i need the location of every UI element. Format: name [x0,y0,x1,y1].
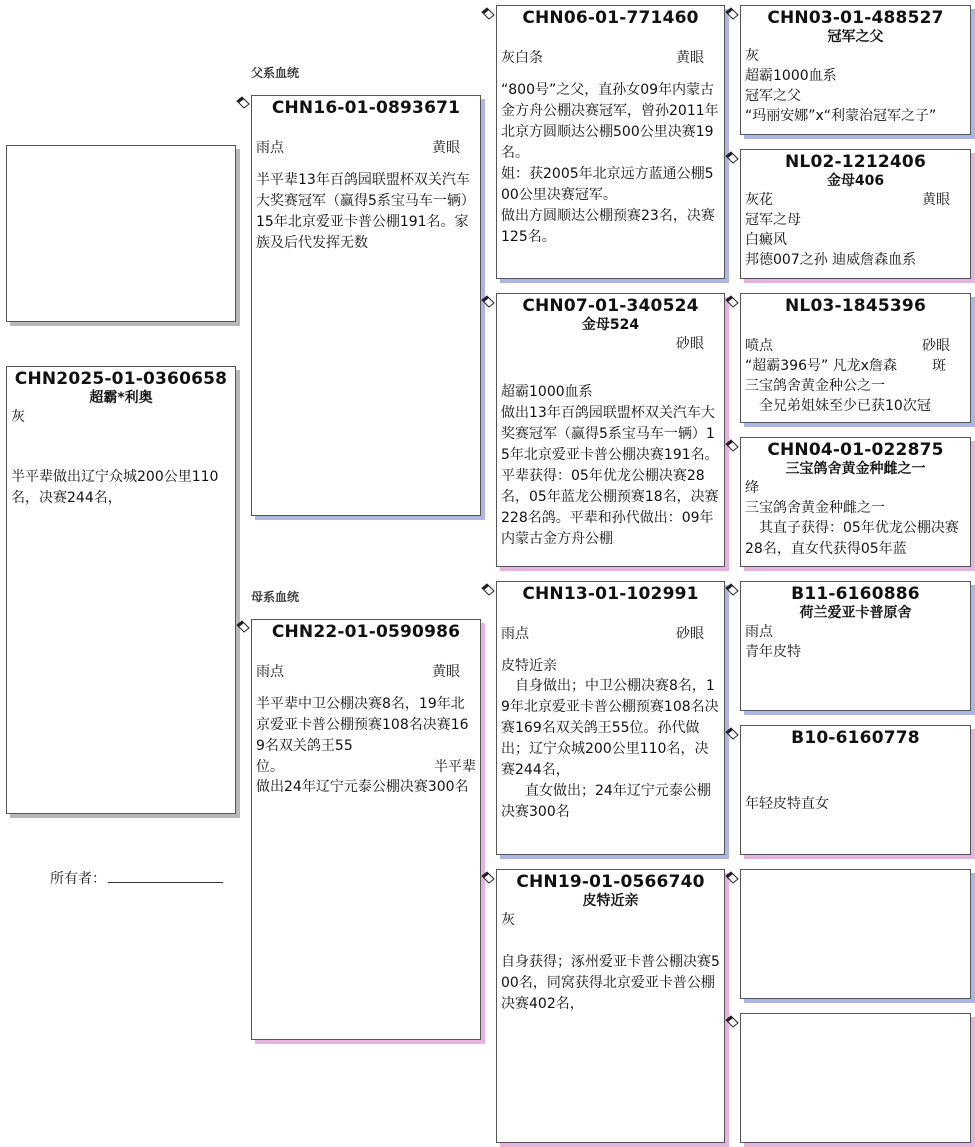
subject-color: 灰 [11,409,25,425]
edit-pencil-icon[interactable] [725,295,739,309]
sdd-line: 绛 [745,480,759,496]
sire-dam-notes: 超霸1000血系 做出13年百鸽园联盟杯双关汽车大奖赛冠军（赢得5系宝马车一辆）15年北京爱亚卡普公棚决赛191名。 平辈获得：05年优龙公棚决赛28名，05年蓝龙公棚预赛18名，决赛228名鸽。平辈和孙代做出：09年内蒙古金方舟公棚 [501,384,719,547]
edit-pencil-icon[interactable] [725,1015,739,1029]
sds-eye: 砂眼 [922,338,950,354]
dam-sire-notes-b: 直女做出；24年辽宁元泰公棚决赛300名 [501,783,711,820]
sss-card[interactable] [740,5,971,135]
edit-pencil-icon[interactable] [481,7,495,21]
edit-pencil-icon[interactable] [481,871,495,885]
sdd-notes: 其直子获得：05年优龙公棚决赛28名，直女代获得05年蓝 [745,520,959,557]
dam-sire-color: 雨点 [501,626,529,642]
sire-dam-card[interactable] [496,293,725,567]
sds-ring-number: NL03-1845396 [785,296,926,316]
ssd-color: 灰花 [745,192,773,208]
sds-line: 三宝鸽舍黄金种公之一 [745,378,885,394]
dam-card[interactable] [251,619,481,1040]
sire-dam-eye: 砂眼 [676,336,704,352]
subject-notes: 半平辈做出辽宁众城200公里110名，决赛244名， [11,469,219,506]
ssd-eye: 黄眼 [922,192,950,208]
edit-pencil-icon[interactable] [725,871,739,885]
subject-card[interactable] [6,366,236,814]
dam-dam-name: 皮特近亲 [582,893,639,909]
ssd-name: 金母406 [826,173,885,189]
dam-notes-part: 位。 [256,759,284,775]
ddd-card[interactable] [740,1013,971,1143]
ssd-line: 白癜风 [745,232,787,248]
subject-ring-number: CHN2025-01-0360658 [14,369,228,389]
sire-notes: 半平辈13年百鸽园联盟杯双关汽车大奖赛冠军（赢得5系宝马车一辆）15年北京爱亚卡普公棚191名。家族及后代发挥无数 [256,172,475,251]
dss-card[interactable] [740,581,971,711]
sss-ring-number: CHN03-01-488527 [767,8,944,28]
dam-notes-part: 做出24年辽宁元泰公棚决赛300名 [256,779,469,795]
dsd-card[interactable] [740,725,971,855]
photo-placeholder[interactable] [6,145,236,322]
dam-notes: 半平辈中卫公棚决赛8名，19年北京爱亚卡普公棚预赛108名决赛169名双关鸽王55 [256,696,469,754]
dam-color: 雨点 [256,664,284,680]
sire-dam-ring-number: CHN07-01-340524 [522,296,699,316]
sss-line: 超霸1000血系 [745,68,837,84]
sire-line-label: 父系血统 [251,66,300,80]
sire-ring-number: CHN16-01-0893671 [271,98,461,118]
dsd-line: 年轻皮特直女 [745,796,829,812]
dsd-ring-number: B10-6160778 [791,728,920,748]
edit-pencil-icon[interactable] [481,583,495,597]
dss-line: 雨点 [745,624,773,640]
edit-pencil-icon[interactable] [236,96,250,110]
sdd-line: 三宝鸽舍黄金种雌之一 [745,500,885,516]
edit-pencil-icon[interactable] [725,727,739,741]
dds-card[interactable] [740,869,971,999]
dam-dam-card[interactable] [496,869,725,1143]
sss-line: 冠军之父 [745,88,801,104]
owner-underline[interactable] [108,868,223,883]
owner-field [50,868,223,888]
sds-card[interactable] [740,293,971,423]
sire-sire-card[interactable] [496,5,725,279]
sire-card[interactable] [251,95,481,516]
dam-dam-notes: 自身获得；涿州爱亚卡普公棚决赛500名，同窝获得北京爱亚卡普公棚决赛402名， [501,954,720,1012]
sdd-ring-number: CHN04-01-022875 [767,440,944,460]
sire-sire-notes: “800号”之父，直孙女09年内蒙古金方舟公棚决赛冠军，曾孙2011年北京方圆顺达公棚500公里决赛19名。 姐：获2005年北京远方蓝通公棚500公里决赛冠军。 做出方圆顺达公棚预赛23名，决赛125名。 [501,82,719,245]
sds-line: 斑 [932,358,946,374]
dam-notes-part: 半平辈 [434,759,476,775]
dss-ring-number: B11-6160886 [791,584,920,604]
edit-pencil-icon[interactable] [725,439,739,453]
owner-label: 所有者： [50,871,106,887]
sire-sire-eye: 黄眼 [676,50,704,66]
sdd-card[interactable] [740,437,971,567]
ssd-line: 邦德007之孙 迪威詹森血系 [745,252,917,268]
sire-eye: 黄眼 [432,140,460,156]
dam-line-label: 母系血统 [251,590,300,604]
sss-name: 冠军之父 [827,29,884,45]
sdd-name: 三宝鸽舍黄金种雌之一 [785,461,926,477]
sire-sire-ring-number: CHN06-01-771460 [522,8,699,28]
sds-line: “超霸396号” 凡龙x詹森 [745,358,897,374]
dam-sire-notes: 自身做出；中卫公棚决赛8名，19年北京爱亚卡普公棚预赛108名决赛169名双关鸽王55位。孙代做出；辽宁众城200公里110名，决赛244名， [501,678,719,778]
sss-line: 灰 [745,48,759,64]
dam-ring-number: CHN22-01-0590986 [271,622,461,642]
dss-line: 青年皮特 [745,644,801,660]
edit-pencil-icon[interactable] [725,7,739,21]
edit-pencil-icon[interactable] [481,295,495,309]
dam-dam-color: 灰 [501,912,515,928]
dam-sire-card[interactable] [496,581,725,855]
edit-pencil-icon[interactable] [725,583,739,597]
sire-sire-color: 灰白条 [501,50,543,66]
dam-dam-ring-number: CHN19-01-0566740 [516,872,705,892]
sire-dam-name: 金母524 [581,317,640,333]
dss-name: 荷兰爱亚卡普原舍 [799,605,912,621]
edit-pencil-icon[interactable] [725,151,739,165]
sire-color: 雨点 [256,140,284,156]
sss-line: “玛丽安娜”x“利蒙治冠军之子” [745,108,937,124]
subject-name: 超霸*利奥 [89,390,153,406]
dam-eye: 黄眼 [432,664,460,680]
edit-pencil-icon[interactable] [236,620,250,634]
sds-color: 喷点 [745,338,773,354]
ssd-line: 冠军之母 [745,212,801,228]
sds-line: 全兄弟姐妹至少已获10次冠 [759,398,931,414]
dam-sire-line: 皮特近亲 [501,658,557,674]
dam-sire-ring-number: CHN13-01-102991 [522,584,699,604]
ssd-card[interactable] [740,149,971,279]
dam-sire-eye: 砂眼 [676,626,704,642]
ssd-ring-number: NL02-1212406 [785,152,926,172]
